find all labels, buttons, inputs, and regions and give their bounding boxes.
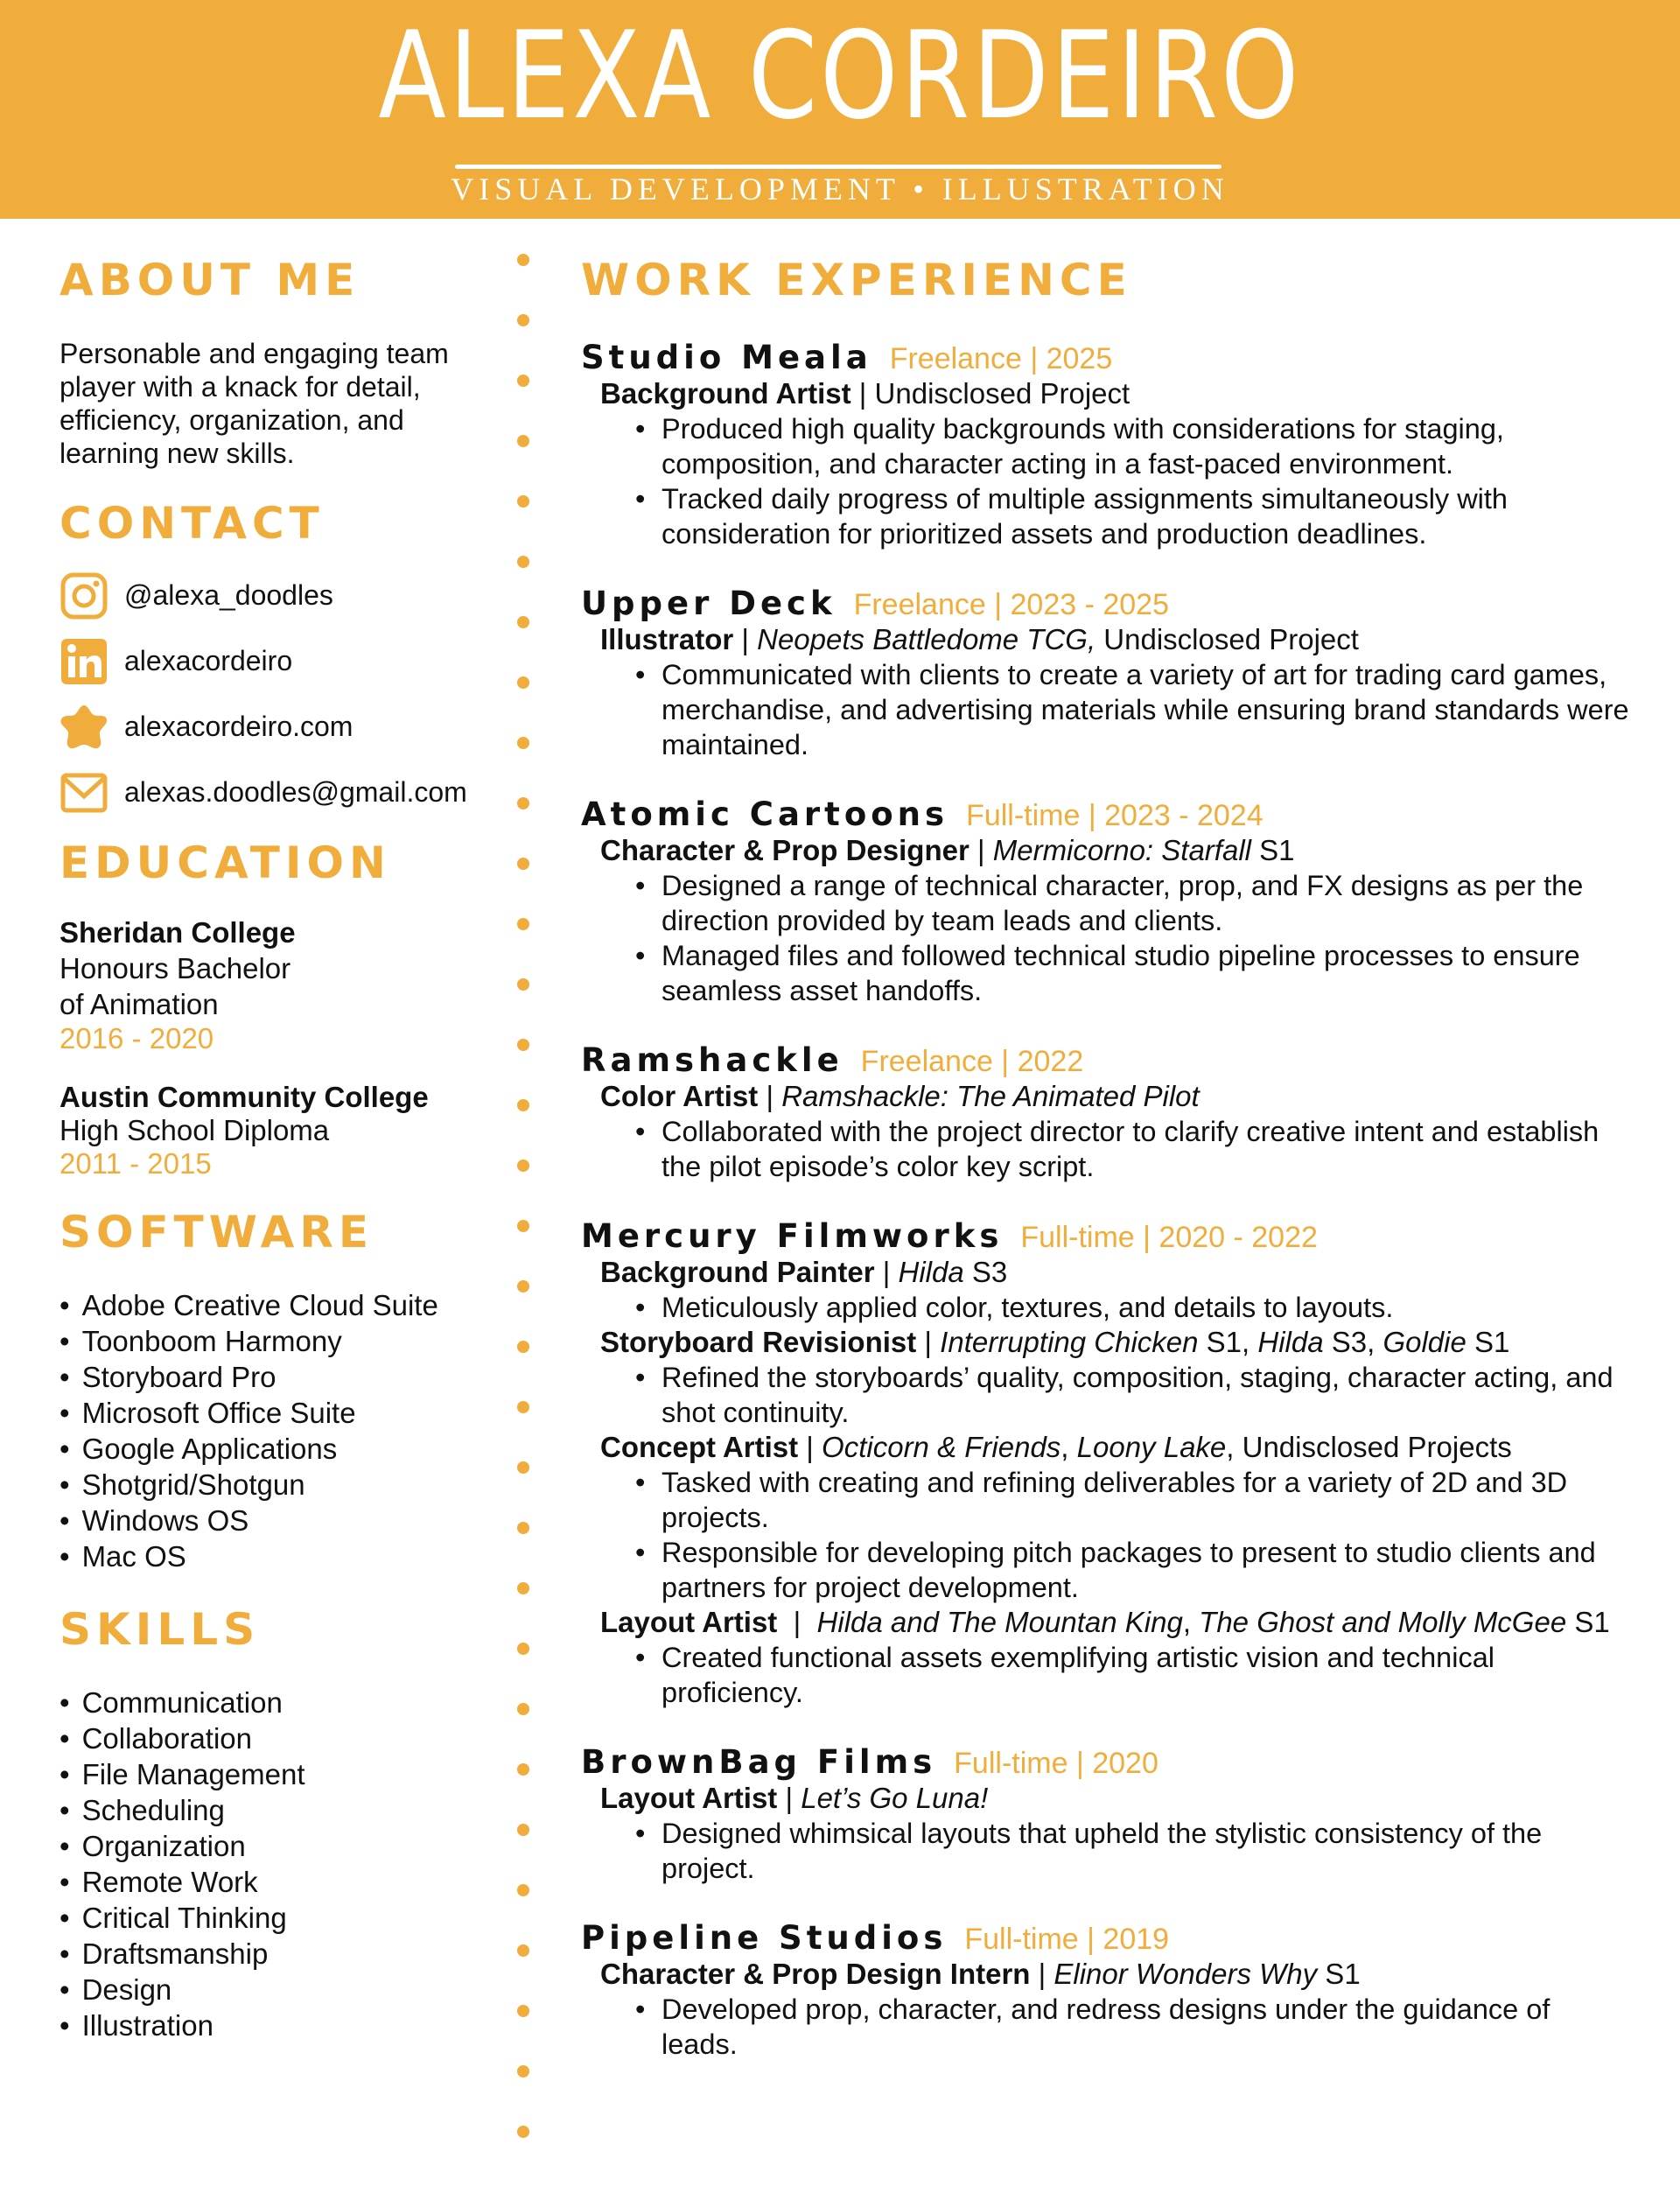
role-title: Layout Artist [600,1606,778,1638]
role-sep: | [874,1256,899,1288]
contact-instagram-text: @alexa_doodles [124,579,333,611]
job-heading [581,585,1631,622]
work-title: WORK EXPERIENCE [581,255,1132,305]
job-bullet: • Tracked daily progress of multiple assignments simultaneously with consideration for prioritized assets and production deadlines. [635,481,1631,551]
list-item: • Google Applications [60,1431,497,1467]
list-item: • Toonboom Harmony [60,1323,497,1359]
list-item: • Windows OS [60,1503,497,1538]
role-project-rest: S3, [1323,1326,1383,1358]
job-entry [581,1743,1631,1886]
role-project-italic: Hilda [898,1256,964,1288]
divider-dot [517,2065,529,2077]
divider-dot [517,254,529,266]
divider-dot [517,797,529,809]
divider-dot [517,1643,529,1655]
role-line [581,1079,1631,1114]
contact-list [60,563,497,825]
job-heading [581,795,1631,833]
job-bullets [581,1360,1631,1430]
job-bullet: • Tasked with creating and refining deliverables for a variety of 2D and 3D projects. [635,1465,1631,1535]
role-project-rest: S1 [1317,1958,1361,1990]
role-project-italic: The Ghost and Molly McGee [1199,1606,1567,1638]
job-bullet: • Produced high quality backgrounds with considerations for staging, composition, and character acting in a fast-paced environment. [635,411,1631,481]
education-degree-line: High School Diploma [60,1114,330,1146]
role-line [581,1430,1631,1465]
job-bullet: • Created functional assets exemplifying artistic vision and technical proficiency. [635,1640,1631,1710]
divider-dot [517,1099,529,1111]
list-item: • Collaboration [60,1720,497,1756]
role-line [581,1605,1631,1640]
education-entry [60,1081,497,1181]
header-banner [0,0,1680,219]
role-project-italic: Hilda [1257,1326,1324,1358]
role-project-italic: Mermicorno: Starfall [992,834,1251,866]
role-title: Character & Prop Design Intern [600,1958,1031,1990]
contact-title: CONTACT [60,498,325,549]
list-item: • File Management [60,1756,497,1792]
company-name: Atomic Cartoons [581,795,949,833]
divider-dot [517,375,529,387]
contact-linkedin[interactable] [60,628,497,694]
education-years: 2011 - 2015 [60,1147,212,1180]
divider-dot [517,1039,529,1051]
role-sep: | [916,1326,941,1358]
job-bullet: • Collaborated with the project director to clarify creative intent and establish the pilot episode’s color key script. [635,1114,1631,1184]
job-bullet: • Developed prop, character, and redress designs under the guidance of leads. [635,1992,1631,2062]
job-bullets [581,868,1631,1008]
divider-dot [517,1763,529,1776]
job-meta: Full-time | 2020 - 2022 [1020,1221,1318,1254]
role-line [581,1325,1631,1360]
job-bullet: • Designed a range of technical character, prop, and FX designs as per the direction provided by team leads and clients. [635,868,1631,938]
role-line [581,622,1631,657]
company-name: Pipeline Studios [581,1919,948,1957]
subtitle: VISUAL DEVELOPMENT • ILLUSTRATION [451,172,1229,207]
role-project-rest: , Undisclosed Projects [1226,1431,1512,1463]
job-bullet: • Managed files and followed technical studio pipeline processes to ensure seamless asset handoffs. [635,938,1631,1008]
list-item: • Illustration [60,2007,497,2043]
role-sep: | [1030,1958,1054,1990]
divider-dot [517,435,529,447]
list-item: • Critical Thinking [60,1900,497,1936]
divider-dot [517,1884,529,1896]
star-blob-icon [60,703,108,752]
job-bullets [581,1290,1631,1325]
contact-website-text: alexacordeiro.com [124,711,354,742]
divider-dot [517,556,529,568]
list-item: • Scheduling [60,1792,497,1828]
divider-dot [517,676,529,689]
divider-dot [517,495,529,508]
job-heading [581,1217,1631,1255]
name-underline [455,165,1222,169]
job-bullet: • Communicated with clients to create a variety of art for trading card games, merchandise, and advertising materials while ensuring brand standards were maintained. [635,657,1631,762]
about-title: ABOUT ME [60,255,360,305]
role-sep: | [777,1606,817,1638]
software-title: SOFTWARE [60,1207,374,1258]
job-entry [581,795,1631,1008]
role-project-italic: Neopets Battledome TCG, [757,623,1096,655]
mail-icon [60,768,108,817]
job-bullets [581,657,1631,762]
skills-title: SKILLS [60,1604,261,1655]
instagram-icon [60,571,108,620]
list-item: • Adobe Creative Cloud Suite [60,1287,497,1323]
job-bullet: • Refined the storyboards’ quality, composition, staging, character acting, and shot continuity. [635,1360,1631,1430]
role-line [581,1255,1631,1290]
list-item: • Microsoft Office Suite [60,1395,497,1431]
list-item: • Organization [60,1828,497,1864]
role-project-italic: Interrupting Chicken [940,1326,1199,1358]
work-experience-column [581,255,1631,2062]
education-school: Austin Community College [60,1081,429,1113]
role-title: Storyboard Revisionist [600,1326,917,1358]
job-bullets [581,1465,1631,1605]
role-project-italic: Hilda and The Mountan King [816,1606,1183,1638]
job-bullets [581,1816,1631,1886]
company-name: Ramshackle [581,1041,844,1079]
job-meta: Full-time | 2019 [964,1923,1170,1956]
role-project-italic: Loony Lake [1076,1431,1227,1463]
divider-dot [517,1944,529,1957]
job-heading [581,339,1631,376]
role-project-rest: Undisclosed Project [1096,623,1359,655]
job-heading [581,1041,1631,1079]
education-years: 2016 - 2020 [60,1022,214,1054]
company-name: Mercury Filmworks [581,1217,1004,1255]
education-degree-line: Honours Bachelor [60,952,291,984]
dotted-divider [517,254,531,2186]
role-project-italic: Let’s Go Luna! [801,1782,989,1814]
job-entry [581,1919,1631,2062]
divider-dot [517,2126,529,2138]
list-item: • Shotgrid/Shotgun [60,1467,497,1503]
contact-linkedin-text: alexacordeiro [124,645,293,676]
education-degree-line: of Animation [60,988,219,1020]
role-title: Background Artist [600,377,851,410]
contact-instagram[interactable] [60,563,497,628]
role-project-italic: Ramshackle: The Animated Pilot [781,1080,1200,1112]
skills-list [60,1685,497,2043]
contact-email-text: alexas.doodles@gmail.com [124,776,467,808]
list-item: • Remote Work [60,1864,497,1900]
left-column [60,255,497,2043]
job-entry [581,1041,1631,1184]
list-item: • Design [60,1972,497,2007]
role-project-rest: S1 [1250,834,1295,866]
role-sep: | [733,623,758,655]
list-item: • Storyboard Pro [60,1359,497,1395]
divider-dot [517,1522,529,1534]
role-project-rest: S1 [1566,1606,1610,1638]
divider-dot [517,1280,529,1293]
role-title: Illustrator [600,623,734,655]
list-item: • Communication [60,1685,497,1720]
role-project-rest: S3 [963,1256,1008,1288]
job-meta: Full-time | 2023 - 2024 [966,799,1264,832]
education-entry [60,914,497,1055]
education-school: Sheridan College [60,916,296,949]
job-bullets [581,1992,1631,2062]
list-item: • Mac OS [60,1538,497,1574]
company-name: Studio Meala [581,339,872,376]
job-bullets [581,1114,1631,1184]
role-project-italic: Goldie [1382,1326,1466,1358]
role-sep: | [758,1080,782,1112]
role-project-italic: Elinor Wonders Why [1054,1958,1318,1990]
education-title: EDUCATION [60,837,391,888]
about-text: Personable and engaging team player with a knack for detail, efficiency, organization, and learning new skills. [60,338,449,469]
job-entry [581,339,1631,551]
divider-dot [517,918,529,930]
job-bullet: • Meticulously applied color, textures, and details to layouts. [635,1290,1631,1325]
divider-dot [517,1160,529,1172]
role-title: Color Artist [600,1080,759,1112]
divider-dot [517,978,529,991]
divider-dot [517,616,529,628]
divider-dot [517,858,529,870]
role-line [581,376,1631,411]
role-project: | Undisclosed Project [850,377,1130,410]
job-bullet: • Designed whimsical layouts that upheld the stylistic consistency of the project. [635,1816,1631,1886]
role-title: Layout Artist [600,1782,778,1814]
divider-dot [517,1461,529,1474]
divider-dot [517,1401,529,1413]
contact-email[interactable] [60,760,497,825]
role-sep: | [969,834,993,866]
role-title: Concept Artist [600,1431,799,1463]
role-sep: | [798,1431,822,1463]
job-meta: Freelance | 2023 - 2025 [853,588,1169,621]
divider-dot [517,737,529,749]
job-entry [581,1217,1631,1710]
role-project-italic: Octicorn & Friends [822,1431,1061,1463]
role-project-rest: S1, [1198,1326,1258,1358]
job-heading [581,1919,1631,1957]
job-heading [581,1743,1631,1781]
company-name: Upper Deck [581,585,836,622]
divider-dot [517,1341,529,1353]
linkedin-icon [60,637,108,686]
role-line [581,833,1631,868]
job-meta: Full-time | 2020 [954,1747,1158,1780]
divider-dot [517,1703,529,1715]
job-meta: Freelance | 2025 [889,342,1113,375]
divider-dot [517,1824,529,1836]
software-list [60,1287,497,1574]
divider-dot [517,2005,529,2017]
job-meta: Freelance | 2022 [860,1045,1084,1078]
job-bullet: • Responsible for developing pitch packages to present to studio clients and partners for project development. [635,1535,1631,1605]
divider-dot [517,1582,529,1594]
job-bullets [581,411,1631,551]
role-project-rest: S1 [1466,1326,1510,1358]
name-title: ALEXA CORDEIRO [378,5,1302,146]
role-line [581,1957,1631,1992]
role-line [581,1781,1631,1816]
job-bullets [581,1640,1631,1710]
divider-dot [517,314,529,326]
role-sep: | [777,1782,802,1814]
role-project-rest: , [1060,1431,1077,1463]
list-item: • Draftsmanship [60,1936,497,1972]
company-name: BrownBag Films [581,1743,937,1781]
role-title: Background Painter [600,1256,875,1288]
contact-website[interactable] [60,694,497,760]
divider-dot [517,1220,529,1232]
role-project-rest: , [1182,1606,1200,1638]
role-title: Character & Prop Designer [600,834,970,866]
job-entry [581,585,1631,762]
